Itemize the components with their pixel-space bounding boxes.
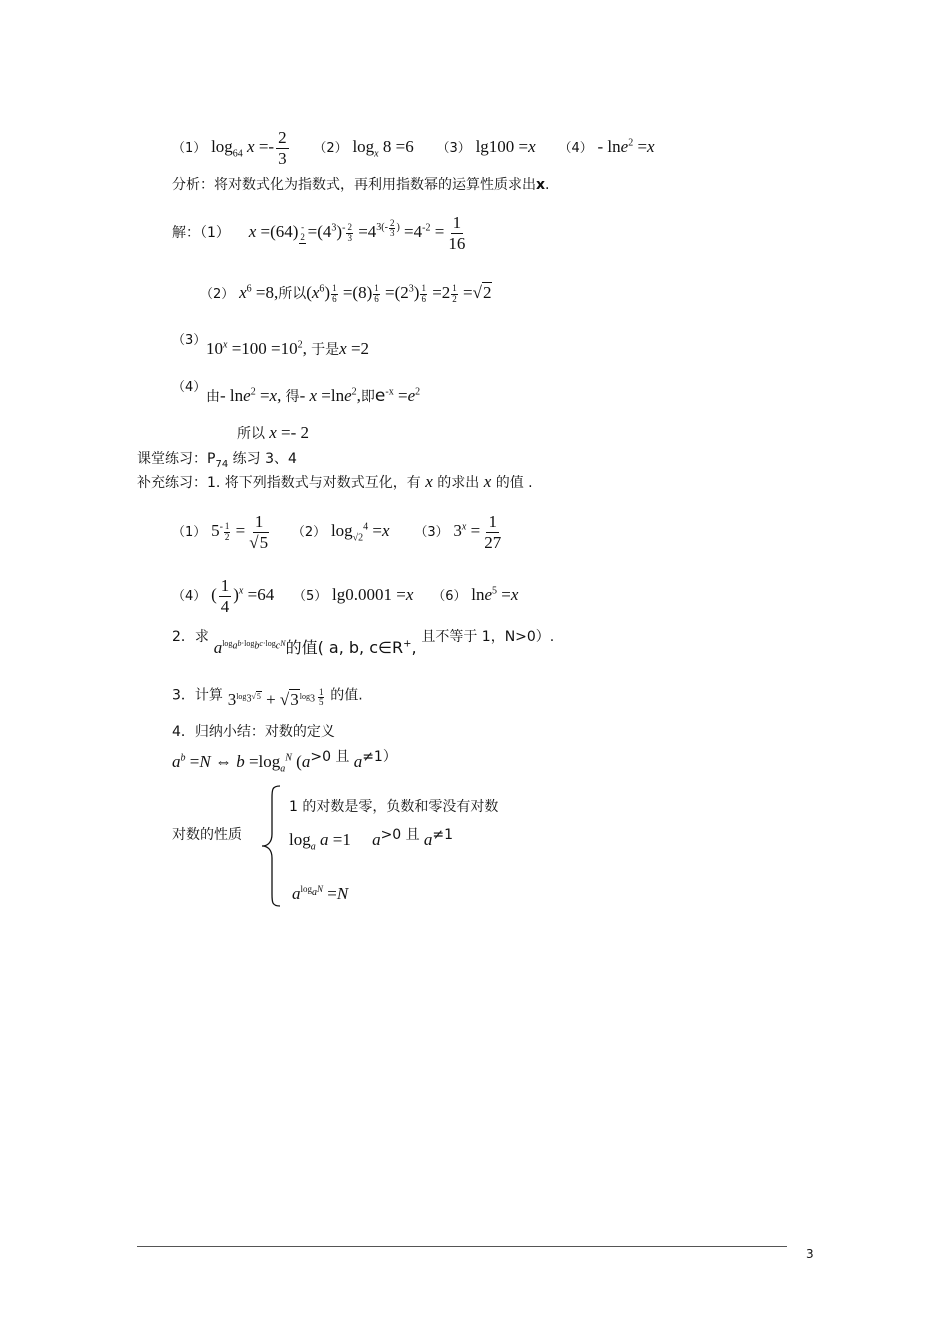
solution-3 <box>172 330 206 349</box>
properties-brace <box>258 782 286 910</box>
exercise-row-2 <box>172 576 518 616</box>
supplement-line: 补充练习：1. 将下列指数式与对数式互化，有 x 的求出 x 的值 . <box>137 472 533 491</box>
question-2-label: 2．求 <box>172 629 209 645</box>
suoyi-text: 所以 <box>237 426 265 442</box>
solution-4 <box>172 377 206 396</box>
exercise-label-1: （1） <box>172 524 207 540</box>
solution-label-2: （2） <box>200 287 235 302</box>
definition-cond1: >0 且 <box>310 749 350 765</box>
exercise-label-2: （2） <box>291 524 327 540</box>
ji-text: 即 <box>360 389 375 405</box>
classwork-page: 74 <box>215 458 229 470</box>
definition-formula: $a^b =N$ ⇔ $b =\log_a^N$ (a <box>172 752 311 775</box>
property-2: $\log_a a =1$ a>0 且 a≠1 <box>289 827 454 853</box>
page-number: 3 <box>806 1247 814 1261</box>
so-text: 所以 <box>278 286 307 302</box>
analysis-text: 分析：将对数式化为指数式，再利用指数幂的运算性质求出x. <box>172 177 550 193</box>
exercise-6-formula: lne$^5$ =x <box>471 584 519 604</box>
solution-label: 解：（1） <box>172 224 230 241</box>
question-3-label: 3．计算 <box>172 687 223 704</box>
exercise-3-formula: $3^x$ = $\frac{1}{27}$ <box>453 512 502 552</box>
property-2-cond1: >0 且 <box>380 827 420 843</box>
problem-4-formula: - lne$^2$ =x <box>597 136 655 156</box>
properties-title: 对数的性质 <box>172 827 242 843</box>
question-2-set: a, b, c∈R <box>328 638 404 657</box>
exercise-row-1 <box>172 512 505 552</box>
property-3-formula: $a^{log_aN} =N$ <box>292 884 349 903</box>
question-2-formula: $a^{log_ab\cdot log_bc\cdot log_cN}$ <box>213 638 286 657</box>
solution-label-4: （4） <box>172 380 207 395</box>
solution-2 <box>200 283 492 304</box>
exercise-1-formula: 5- $\frac{1}{2}$ = $\frac{1}{√5}$ <box>211 512 269 552</box>
problem-list <box>172 128 655 168</box>
property-1: 1 的对数是零，负数和零没有对数 <box>289 799 499 815</box>
problem-label-3: （3） <box>436 140 471 156</box>
question-4-label: 4．归纳小结：对数的定义 <box>172 724 335 740</box>
analysis-variable: x <box>536 177 546 193</box>
exercise-label-5: （5） <box>292 588 328 604</box>
exercise-label-4: （4） <box>172 588 207 604</box>
exercise-label-3: （3） <box>414 524 449 540</box>
exercise-4-formula: ( $\frac{1}{4}$ )$^x$ =64 <box>211 576 275 616</box>
yushi-text: 于是 <box>311 342 340 358</box>
problem-label-4: （4） <box>558 140 593 156</box>
de-text: 得 <box>285 389 300 405</box>
definition-cond2: ≠1） <box>362 749 397 765</box>
exercise-label-6: （6） <box>432 588 467 604</box>
log-definition: $a^b =N$ ⇔ $b =\log_a^N$ (a>0 且 a≠1） <box>172 749 397 775</box>
problem-3-formula: lg100 =x <box>475 136 536 156</box>
question-3 <box>172 682 363 710</box>
property-2-cond2: ≠1 <box>432 827 454 843</box>
solution-label-3: （3） <box>172 333 207 348</box>
you-text: 由 <box>206 389 220 405</box>
property-2-formula: $\log_a a =1$ a <box>289 830 381 853</box>
question-3-tail: 的值. <box>330 687 363 704</box>
problem-2-formula: $\log_x 8 =6$ <box>352 136 414 160</box>
solution-2-formula: $x^6 =8$,所以$(x^6)$ $\frac{1}{6}$ =(8) $\frac{1}{6}$ $=(2^3)$ $\frac{1}{6}$ =2 $\frac{1}{2}$ =√2 <box>239 283 492 304</box>
exercise-5-formula: lg0.0001 =x <box>332 584 414 604</box>
solution-1-formula: x =(64) - 2 $=(4^3)^-$ $\frac{2}{3}$ $=4^{3(- \frac{2}{3} )} =4^{-2}$ = $\frac{1}{16}$ <box>248 213 466 253</box>
solution-4-formula: 由- lne$^2$ =x, 得- x =lne$^2$,即$e^{-x} =e^2$ <box>206 386 421 406</box>
question-3-formula: $3^{log_3√5} + √3^{log_3 \frac{1}{5}}$ <box>227 687 324 710</box>
solution-1 <box>172 213 469 253</box>
problem-1-formula: $\log_{64} x$ =- $\frac{2}{3}$ <box>211 128 287 168</box>
problem-label-2: （2） <box>313 140 348 156</box>
footer-divider <box>137 1246 787 1247</box>
classwork-line: 课堂练习：$P_{74}$ 练习 3、4 <box>137 451 297 470</box>
exercise-2-formula: $\log_{√2}^4 =x$ <box>330 520 390 544</box>
problem-label-1: （1） <box>172 140 207 156</box>
solution-3-formula: $10^x =100 =10^2$, 于是x =2 <box>206 339 370 358</box>
question-2-tail: 且不等于 1，N>0）. <box>421 629 555 645</box>
question-2: 2．求 $a^{log_ab\cdot log_bc\cdot log_cN}$的值( a, b, c∈R+, 且不等于 1，N>0）. <box>172 629 555 657</box>
solution-4-result: 所以 x =- 2 <box>237 423 310 442</box>
